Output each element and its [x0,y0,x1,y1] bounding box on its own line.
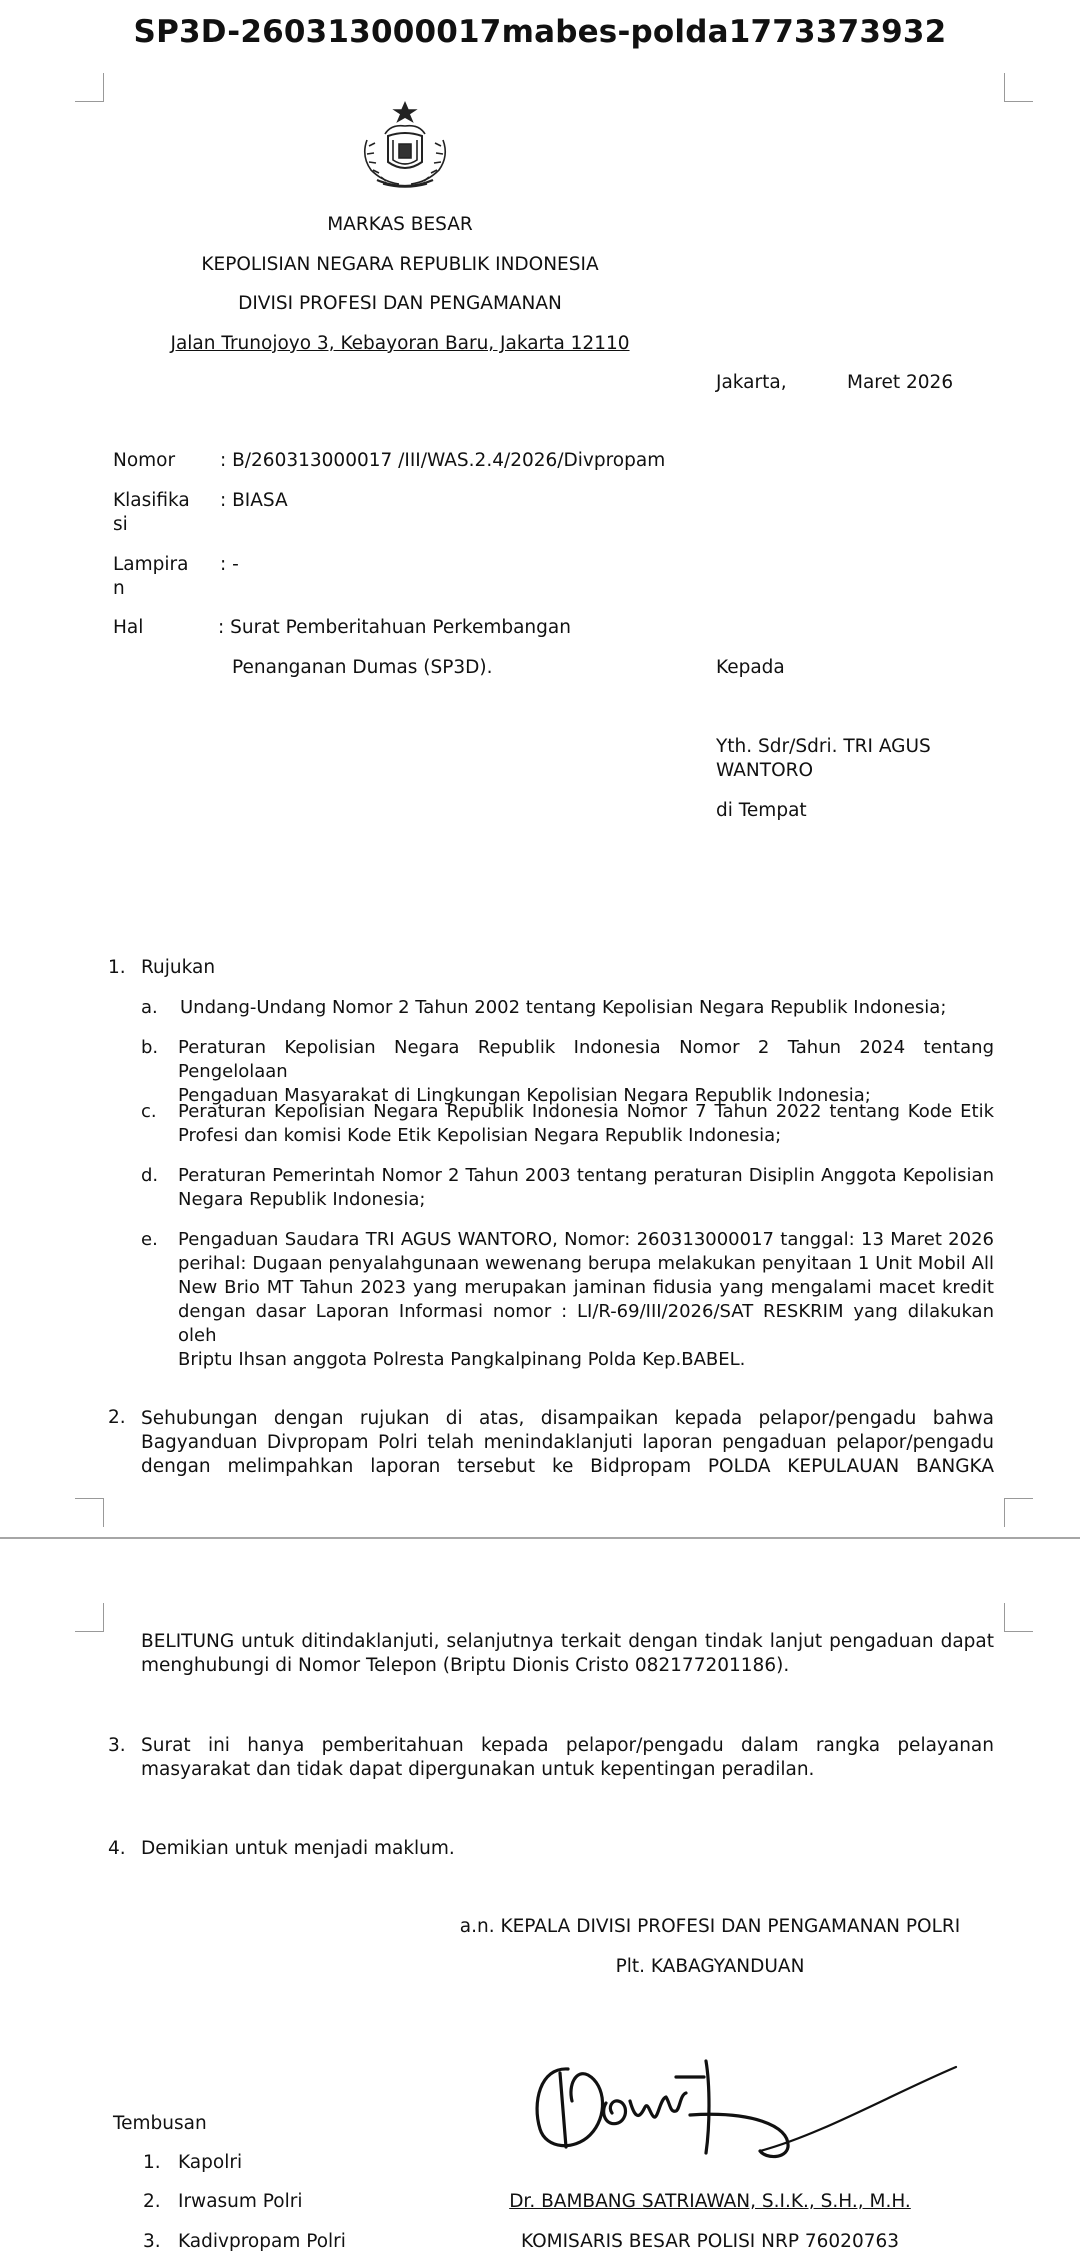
section-3-line: masyarakat dan tidak dapat dipergunakan untuk kepentingan peradilan. [141,1759,815,1780]
klasifikasi-label: Klasifika [113,490,190,511]
section-2-line: BELITUNG untuk ditindaklanjuti, selanjutnya terkait dengan tindak lanjut pengaduan dapat [141,1631,994,1652]
lampiran-value: : - [220,554,239,575]
item-c-line: Profesi dan komisi Kode Etik Kepolisian Negara Republik Indonesia; [178,1125,782,1146]
item-e-line: Briptu Ihsan anggota Polresta Pangkalpinang Polda Kep.BABEL. [178,1349,746,1370]
crop-mark-top-left [75,73,104,102]
lampiran-label: Lampira [113,554,189,575]
klasifikasi-value: : BIASA [220,490,288,511]
item-d-line: Negara Republik Indonesia; [178,1189,426,1210]
polri-emblem-icon [355,100,455,192]
tembusan-item: Irwasum Polri [178,2191,303,2212]
letterhead-line-3: DIVISI PROFESI DAN PENGAMANAN [238,293,562,314]
date-label: Maret 2026 [847,372,954,393]
item-e-text [178,1228,994,1372]
hal-value: : Surat Pemberitahuan Perkembangan [218,617,571,638]
nomor-label: Nomor [113,450,176,471]
section-2-line: dengan melimpahkan laporan tersebut ke Bidpropam POLDA KEPULAUAN BANGKA [141,1456,994,1477]
page-separator [0,1537,1080,1539]
crop-mark-top-right [1004,1603,1033,1632]
recipient-place: di Tempat [716,800,807,821]
kepada-label: Kepada [716,657,785,678]
section-2-line: menghubungi di Nomor Telepon (Briptu Dionis Cristo 082177201186). [141,1655,790,1676]
signature-position: Plt. KABAGYANDUAN [615,1956,805,1977]
section-2-line: Sehubungan dengan rujukan di atas, disampaikan kepada pelapor/pengadu bahwa [141,1408,994,1429]
section-4-text: Demikian untuk menjadi maklum. [141,1838,455,1859]
letterhead-line-1: MARKAS BESAR [327,214,473,235]
lampiran-label-wrap: n [113,578,125,599]
crop-mark-bottom-left [75,1498,104,1527]
recipient-name-wrap: WANTORO [716,760,814,781]
item-d-letter: d. [141,1165,159,1186]
item-c-letter: c. [141,1101,157,1122]
tembusan-item: Kadivpropam Polri [178,2231,346,2252]
item-b-letter: b. [141,1037,159,1058]
tembusan-item-number: 3. [143,2231,161,2252]
item-c-text [178,1100,994,1148]
section-1-number: 1. [108,957,126,978]
letterhead-line-2: KEPOLISIAN NEGARA REPUBLIK INDONESIA [201,254,599,275]
tembusan-item-number: 2. [143,2191,161,2212]
signature-an: a.n. KEPALA DIVISI PROFESI DAN PENGAMANAN POLRI [459,1916,961,1937]
item-a-letter: a. [141,997,158,1018]
item-b-text [178,1036,994,1108]
signatory-name: Dr. BAMBANG SATRIAWAN, S.I.K., S.H., M.H. [509,2191,911,2212]
hal-value-wrap: Penanganan Dumas (SP3D). [232,657,493,678]
hal-label: Hal [113,617,144,638]
section-2-number: 2. [108,1407,126,1428]
section-3-text [141,1734,994,1782]
item-e-letter: e. [141,1229,158,1250]
letterhead-address: Jalan Trunojoyo 3, Kebayoran Baru, Jakarta 12110 [170,333,630,354]
section-2-text [141,1407,994,1479]
section-1-title: Rujukan [141,957,216,978]
item-e-line: New Brio MT Tahun 2023 yang merupakan jaminan fidusia yang mengalami macet kredit [178,1277,994,1298]
item-b-line: Pengaduan Masyarakat di Lingkungan Kepolisian Negara Republik Indonesia; [178,1085,871,1106]
item-c-line: Peraturan Kepolisian Negara Republik Indonesia Nomor 7 Tahun 2022 tentang Kode Etik [178,1101,994,1122]
section-3-number: 3. [108,1735,126,1756]
item-a-text: Undang-Undang Nomor 2 Tahun 2002 tentang Kepolisian Negara Republik Indonesia; [180,997,947,1018]
document-title: SP3D-260313000017mabes-polda1773373932 [133,14,947,50]
tembusan-title: Tembusan [113,2113,207,2134]
item-e-line: Pengaduan Saudara TRI AGUS WANTORO, Nomor: 260313000017 tanggal: 13 Maret 2026 [178,1229,994,1250]
section-2-text-continued [141,1630,994,1678]
section-4-number: 4. [108,1838,126,1859]
crop-mark-bottom-right [1004,1498,1033,1527]
recipient-name: Yth. Sdr/Sdri. TRI AGUS [716,736,931,757]
item-e-line: dengan dasar Laporan Informasi nomor : LI/R-69/III/2026/SAT RESKRIM yang dilakukan oleh [178,1301,994,1346]
handwritten-signature-icon [520,2055,960,2165]
crop-mark-top-right [1004,73,1033,102]
item-d-text [178,1164,994,1212]
section-2-line: Bagyanduan Divpropam Polri telah menindaklanjuti laporan pengaduan pelapor/pengadu [141,1432,994,1453]
crop-mark-top-left [75,1603,104,1632]
section-3-line: Surat ini hanya pemberitahuan kepada pelapor/pengadu dalam rangka pelayanan [141,1735,994,1756]
klasifikasi-label-wrap: si [113,514,128,535]
item-d-line: Peraturan Pemerintah Nomor 2 Tahun 2003 tentang peraturan Disiplin Anggota Kepolisian [178,1165,994,1186]
signatory-rank: KOMISARIS BESAR POLISI NRP 76020763 [520,2231,900,2252]
nomor-value: : B/260313000017 /III/WAS.2.4/2026/Divpropam [220,450,666,471]
place-label: Jakarta, [716,372,787,393]
item-b-line: Peraturan Kepolisian Negara Republik Indonesia Nomor 2 Tahun 2024 tentang Pengelolaan [178,1037,994,1082]
tembusan-item-number: 1. [143,2152,161,2173]
item-e-line: perihal: Dugaan penyalahgunaan wewenang berupa melakukan penyitaan 1 Unit Mobil All [178,1253,994,1274]
tembusan-item: Kapolri [178,2152,243,2173]
